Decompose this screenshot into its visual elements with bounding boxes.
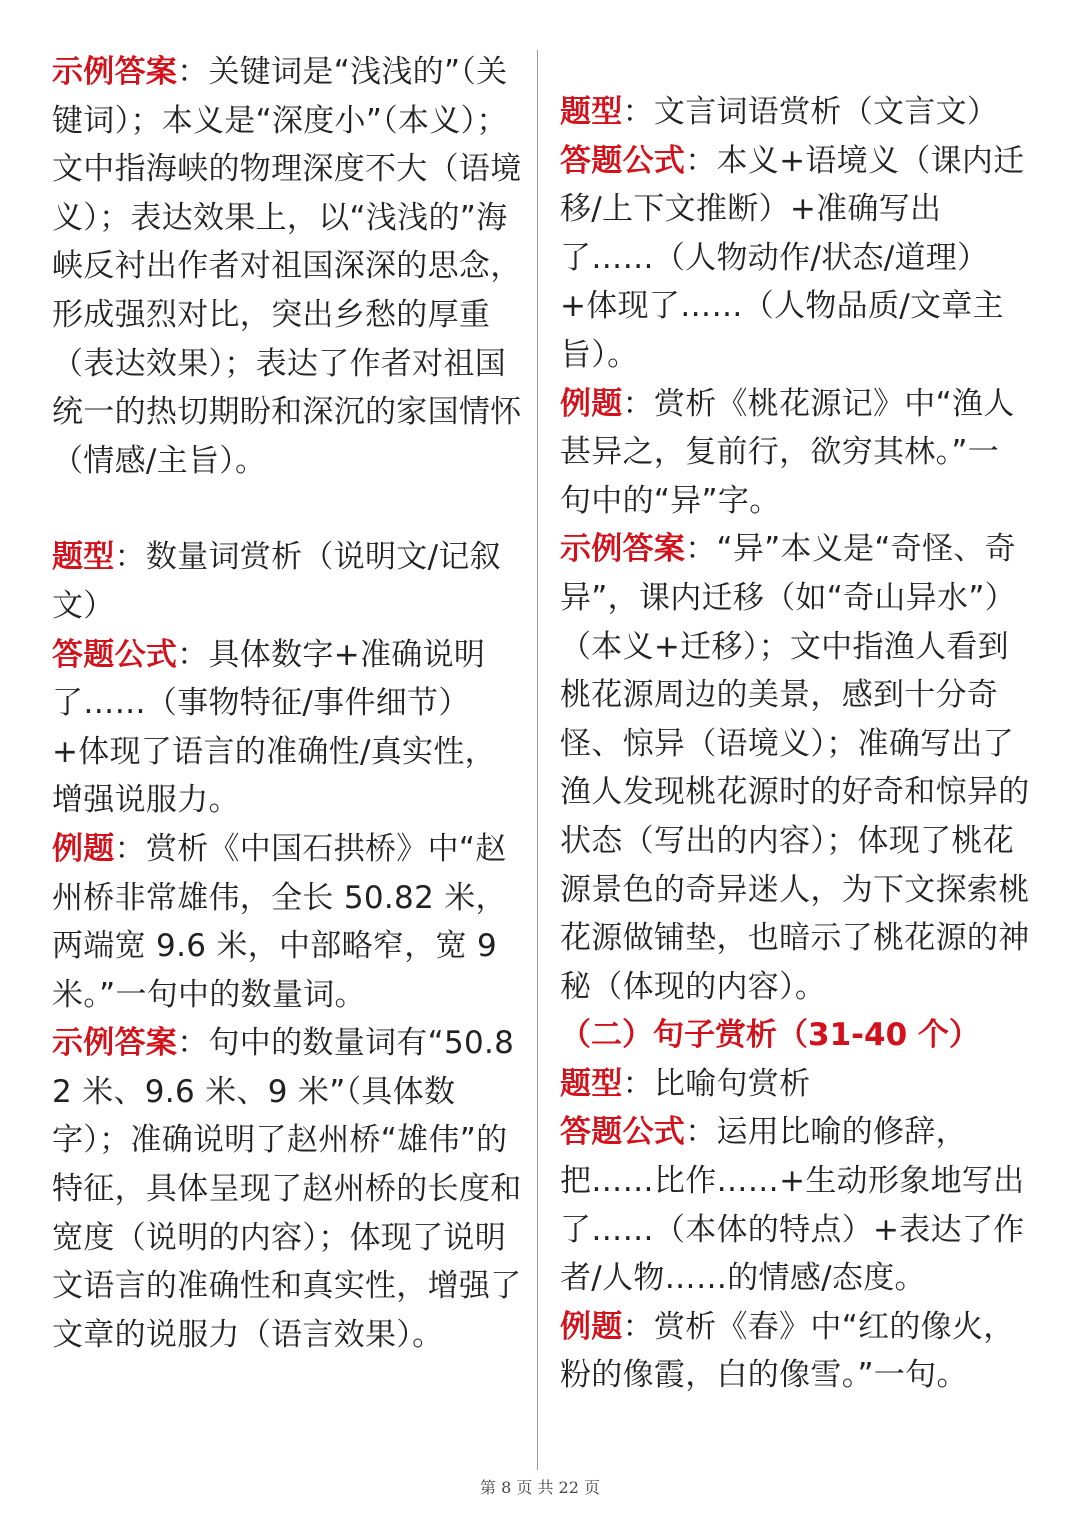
page-number-footer: 第 8 页 共 22 页 — [480, 1478, 600, 1497]
section-heading: （二）句子赏析（31-40 个） — [560, 1017, 980, 1054]
answer-formula-text: ：运用比喻的修辞，把……比作……+生动形象地写出了……（本体的特点）+表达了作者/人物……的情感/态度。 — [560, 1114, 1025, 1297]
example-question-paragraph — [560, 380, 1030, 526]
right-column — [560, 88, 1030, 1400]
example-question-text: ：赏析《桃花源记》中“渔人甚异之，复前行，欲穷其林。”一句中的“异”字。 — [560, 385, 1015, 519]
answer-formula-paragraph — [560, 1108, 1030, 1302]
question-type-paragraph — [560, 88, 1030, 137]
question-type-label: 题型 — [560, 94, 623, 130]
example-answer-text: ：关键词是“浅浅的”（关键词）；本义是“深度小”（本义）；文中指海峡的物理深度不大（语境义）；表达效果上，以“浅浅的”海峡反衬出作者对祖国深深的思念，形成强烈对比，突出乡愁的厚重（表达效果）；表达了作者对祖国统一的热切期盼和深沉的家国情怀（情感/主旨）。 — [52, 54, 522, 479]
example-answer-label: 示例答案 — [560, 531, 686, 568]
question-type-label: 题型 — [52, 539, 115, 576]
example-question-label: 例题 — [560, 1308, 623, 1345]
answer-formula-label: 答题公式 — [560, 1114, 686, 1151]
left-column — [52, 48, 522, 1359]
example-answer-text: ：句中的数量词有“50.82 米、9.6 米、9 米”（具体数字）；准确说明了赵州桥“雄伟”的特征，具体呈现了赵州桥的长度和宽度（说明的内容）；体现了说明文语言的准确性和真实性，增强了文章的说服力（语言效果）。 — [52, 1025, 522, 1353]
question-type-label: 题型 — [560, 1065, 623, 1102]
answer-formula-label: 答题公式 — [560, 142, 686, 179]
example-question-label: 例题 — [560, 385, 623, 422]
question-type-text: ：文言词语赏析（文言文） — [622, 94, 999, 130]
column-divider — [537, 50, 538, 1470]
answer-formula-label: 答题公式 — [52, 636, 178, 673]
question-type-text: ：比喻句赏析 — [622, 1065, 811, 1102]
example-answer-paragraph — [560, 525, 1030, 1011]
example-answer-label: 示例答案 — [52, 1025, 178, 1062]
example-answer-text: ：“异”本义是“奇怪、奇异”，课内迁移（如“奇山异水”）（本义+迁移）；文中指渔人看到桃花源周边的美景，感到十分奇怪、惊异（语境义）；准确写出了渔人发现桃花源时的好奇和惊异的状态（写出的内容）；体现了桃花源景色的奇异迷人，为下文探索桃花源做铺垫，也暗示了桃花源的神秘（体现的内容）。 — [560, 531, 1030, 1005]
example-question-text: ：赏析《中国石拱桥》中“赵州桥非常雄伟，全长 50.82 米，两端宽 9.6 米，中部略窄，宽 9 米。”一句中的数量词。 — [52, 830, 507, 1013]
example-question-paragraph — [52, 825, 522, 1019]
example-answer-label: 示例答案 — [52, 54, 178, 90]
paragraph-gap — [52, 485, 522, 533]
answer-formula-paragraph — [560, 137, 1030, 380]
answer-formula-text: ：具体数字+准确说明了……（事物特征/事件细节）+体现了语言的准确性/真实性，增强说服力。 — [52, 636, 496, 819]
answer-formula-paragraph — [52, 631, 522, 825]
example-question-paragraph — [560, 1303, 1030, 1400]
question-type-text: ：数量词赏析（说明文/记叙文） — [52, 539, 501, 624]
question-type-paragraph — [560, 1060, 1030, 1109]
question-type-paragraph — [52, 533, 522, 630]
example-answer-paragraph — [52, 48, 522, 485]
example-question-text: ：赏析《春》中“红的像火，粉的像霞，白的像雪。”一句。 — [560, 1308, 1015, 1394]
answer-formula-text: ：本义+语境义（课内迁移/上下文推断）+准确写出了……（人物动作/状态/道理）+体现了……（人物品质/文章主旨）。 — [560, 142, 1025, 373]
example-question-label: 例题 — [52, 830, 115, 867]
example-answer-paragraph — [52, 1019, 522, 1359]
